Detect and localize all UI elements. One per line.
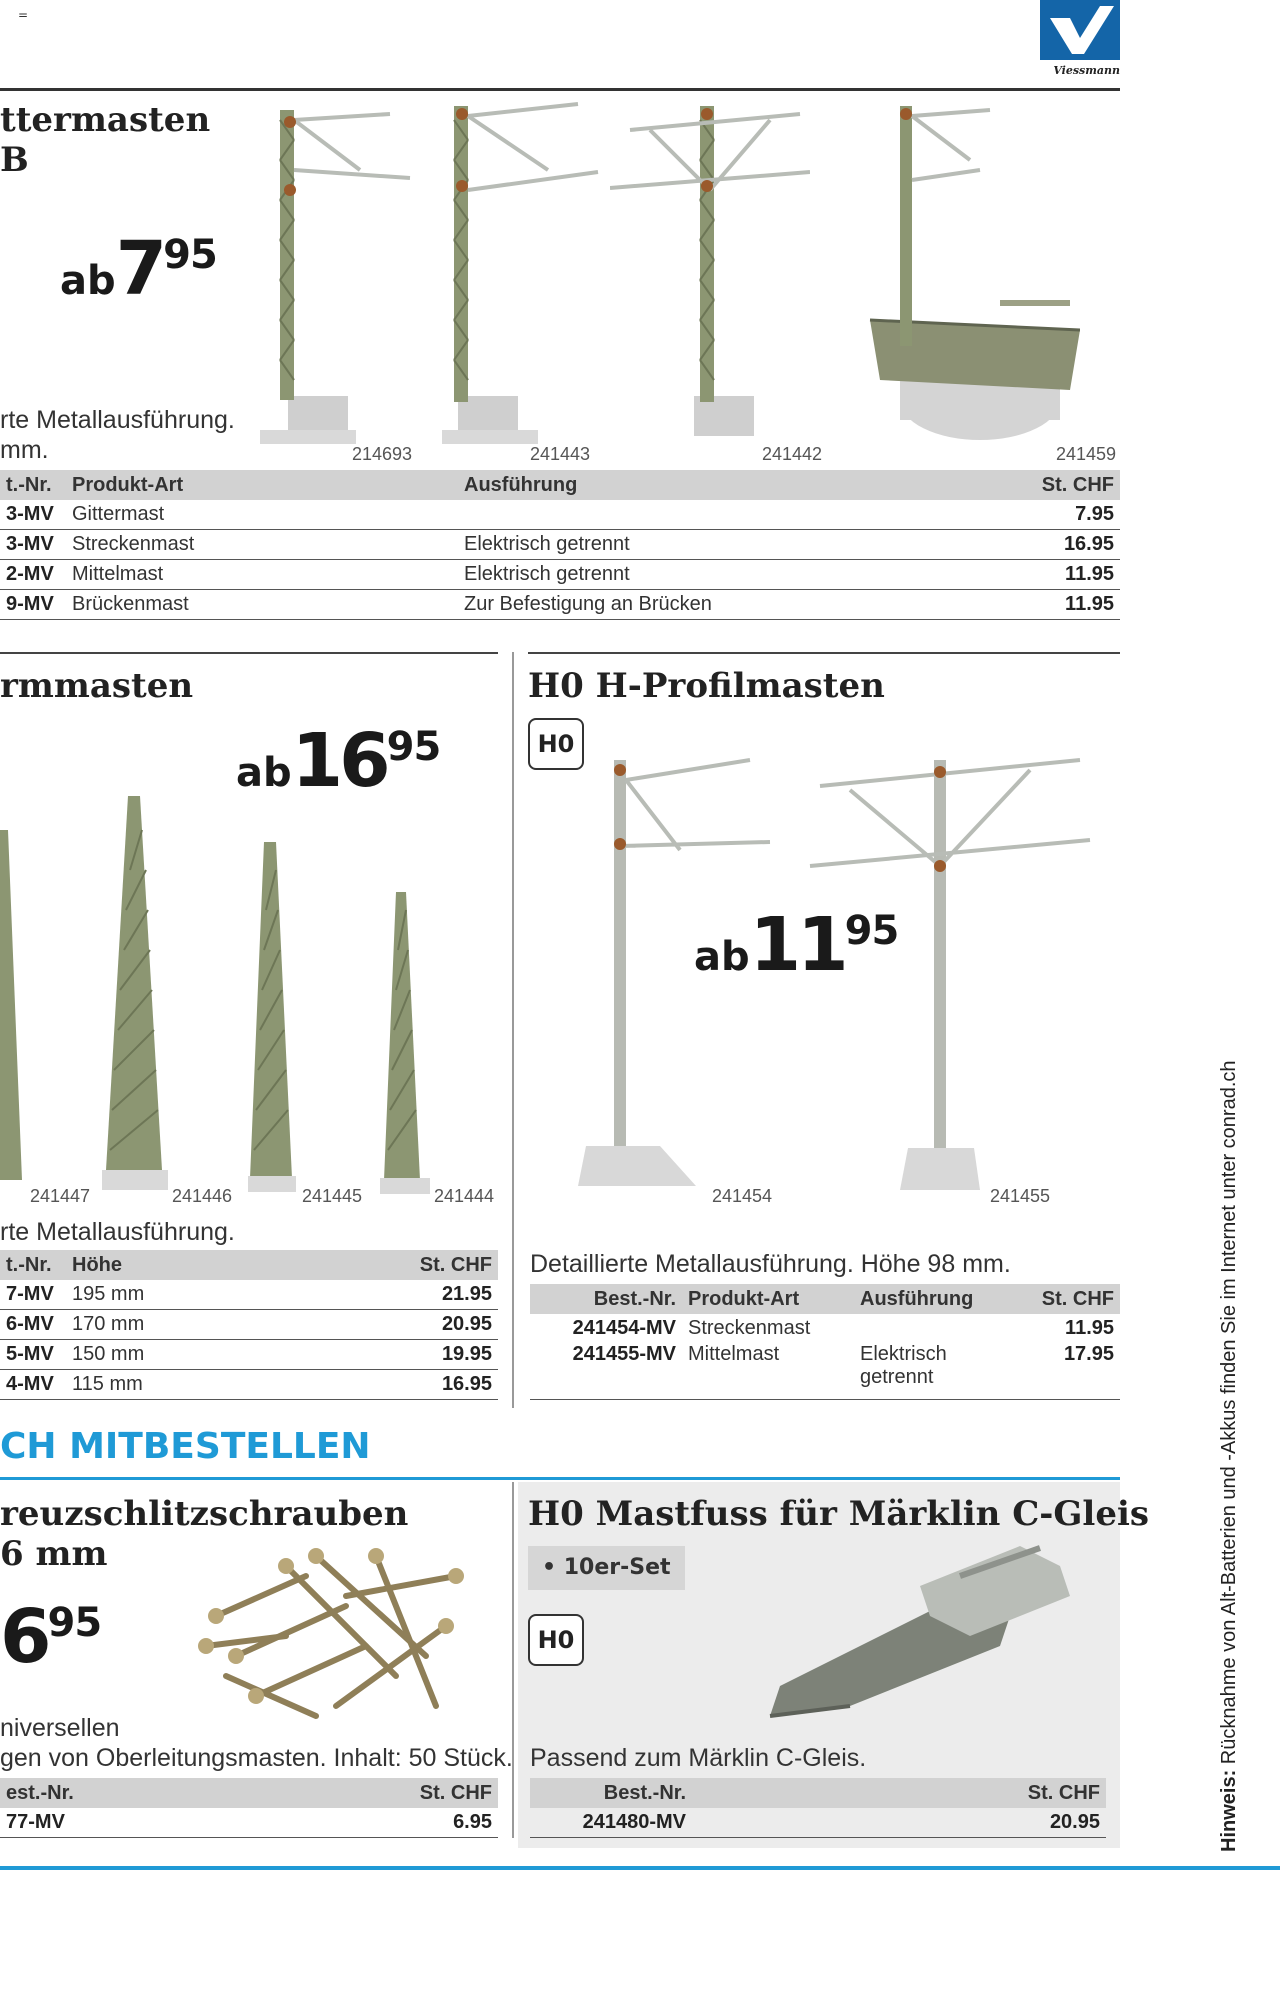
table-row — [530, 1808, 1106, 1838]
table-header-row — [530, 1284, 1120, 1314]
set-tag: • 10er-Set — [528, 1546, 685, 1590]
image-artno-241445: 241445 — [302, 1186, 363, 1206]
section-head-rule — [0, 1477, 1120, 1480]
mittelmast-image-icon — [610, 100, 810, 452]
cell-artno: 2-MV — [0, 560, 66, 590]
cell-type: Brückenmast — [66, 590, 458, 620]
table-header-row — [0, 1778, 498, 1808]
table-row — [0, 1280, 498, 1310]
product-image-turmmasten — [0, 790, 500, 1210]
table-row — [0, 590, 1120, 620]
brand-name: Viessmann — [1053, 64, 1120, 77]
col-price: St. CHF — [692, 1778, 1106, 1808]
col-height: Höhe — [66, 1250, 282, 1280]
cell-artno: 4-MV — [0, 1370, 66, 1400]
image-artno-241454: 241454 — [712, 1186, 773, 1206]
table-row — [530, 1343, 1120, 1400]
cell-artno: 241480-MV — [530, 1808, 692, 1838]
section1-desc-line2: mm. — [0, 436, 49, 464]
section1-desc-line1: rte Metallausführung. — [0, 406, 235, 434]
product-image-brueckenmast — [860, 100, 1080, 452]
side-note-label: Hinweis: — [1218, 1769, 1240, 1852]
cell-price: 11.95 — [958, 560, 1120, 590]
cell-price: 11.95 — [1065, 1317, 1114, 1339]
cell-type: Streckenmast — [688, 1317, 811, 1339]
col-artno: est.-Nr. — [0, 1778, 242, 1808]
col-artno: t.-Nr. — [0, 1250, 66, 1280]
table-row — [0, 1370, 498, 1400]
screws-image-icon — [196, 1536, 476, 1732]
table-row — [0, 500, 1120, 530]
h0-badge-mastfuss: H0 — [528, 1614, 584, 1666]
table-row — [0, 530, 1120, 560]
cell-price: 19.95 — [282, 1340, 498, 1370]
product-image-gittermast — [250, 100, 420, 452]
cell-height: 170 mm — [66, 1310, 282, 1340]
cell-artno: 3-MV — [0, 530, 66, 560]
col-artno: t.-Nr. — [0, 470, 66, 500]
col-variant: Ausführung — [458, 470, 958, 500]
col-artno: Best.-Nr. — [530, 1778, 692, 1808]
col-type: Produkt-Art — [682, 1284, 854, 1314]
col-price: St. CHF — [282, 1250, 498, 1280]
header-rule — [0, 88, 1120, 91]
col-price: St. CHF — [958, 470, 1120, 500]
side-note — [1218, 1060, 1241, 1852]
cell-height: 115 mm — [66, 1370, 282, 1400]
cell-variant: Zur Befestigung an Brücken — [458, 590, 958, 620]
table-header-row — [0, 1250, 498, 1280]
gittermast-image-icon — [250, 100, 420, 452]
cell-artno: 77-MV — [0, 1808, 242, 1838]
section3-desc: Detaillierte Metallausführung. Höhe 98 mm. — [530, 1250, 1011, 1278]
cell-variant: Elektrisch getrennt — [854, 1343, 996, 1400]
corner-mark: = — [18, 8, 29, 22]
bottom-accent-rule — [0, 1866, 1280, 1870]
cell-variant: Elektrisch getrennt — [458, 560, 958, 590]
cell-artno: 5-MV — [0, 1340, 66, 1370]
section5-desc: Passend zum Märklin C-Gleis. — [530, 1744, 867, 1772]
section2-table — [0, 1250, 498, 1400]
price-prefix: ab — [236, 750, 292, 796]
section4-desc-line1: niversellen — [0, 1714, 120, 1742]
cell-price: 20.95 — [282, 1310, 498, 1340]
price-prefix: ab — [60, 258, 116, 304]
table-header-row — [530, 1778, 1106, 1808]
section3-table — [530, 1284, 1120, 1400]
image-artno-241455: 241455 — [990, 1186, 1051, 1206]
product-image-screws — [196, 1536, 476, 1732]
cell-price: 11.95 — [958, 590, 1120, 620]
image-artno-2: 241443 — [530, 444, 591, 464]
h0-badge: H0 — [528, 718, 584, 770]
col-type: Produkt-Art — [66, 470, 458, 500]
cell-price: 16.95 — [958, 530, 1120, 560]
cell-height: 150 mm — [66, 1340, 282, 1370]
turmmasten-image-icon — [0, 790, 500, 1210]
table-row — [0, 1310, 498, 1340]
cell-artno: 6-MV — [0, 1310, 66, 1340]
section1-table — [0, 470, 1120, 620]
side-note-text: Rücknahme von Alt-Batterien und -Akkus finden Sie im Internet unter conrad.ch — [1218, 1060, 1240, 1770]
price-cents: 95 — [47, 1600, 102, 1646]
cell-price: 16.95 — [282, 1370, 498, 1400]
table-row — [0, 1340, 498, 1370]
product-image-mittelmast — [610, 100, 810, 452]
product-image-mastfuss — [760, 1536, 1090, 1736]
product-image-streckenmast — [428, 100, 608, 452]
cell-artno: 241454-MV — [572, 1317, 676, 1339]
section3-title: H0 H-Profilmasten — [528, 666, 885, 706]
cell-variant: Elektrisch getrennt — [458, 530, 958, 560]
price-whole: 11 — [749, 902, 845, 988]
price-cents: 95 — [844, 908, 899, 954]
cell-artno: 9-MV — [0, 590, 66, 620]
price-whole: 7 — [115, 226, 164, 312]
section-head-mitbestellen: CH MITBESTELLEN — [0, 1426, 371, 1467]
table-row — [530, 1314, 1120, 1343]
column-divider-lower — [512, 1482, 514, 1838]
streckenmast-image-icon — [428, 100, 608, 452]
section4-title-line1: reuzschlitzschrauben — [0, 1494, 409, 1534]
image-artno-241446: 241446 — [172, 1186, 233, 1206]
cell-height: 195 mm — [66, 1280, 282, 1310]
col-artno: Best.-Nr. — [530, 1284, 682, 1314]
section1-title-line2: B — [0, 140, 29, 180]
table-header-row — [0, 470, 1120, 500]
price-whole: 6 — [0, 1594, 48, 1680]
section1-title-line1: ttermasten — [0, 100, 211, 140]
price-prefix: ab — [694, 934, 750, 980]
cell-price: 20.95 — [692, 1808, 1106, 1838]
cell-artno: 3-MV — [0, 500, 66, 530]
col-price: St. CHF — [242, 1778, 498, 1808]
cell-type: Streckenmast — [66, 530, 458, 560]
section2-desc: rte Metallausführung. — [0, 1218, 235, 1246]
cell-type: Mittelmast — [66, 560, 458, 590]
section4-desc-line2: gen von Oberleitungsmasten. Inhalt: 50 Stück. — [0, 1744, 513, 1772]
price-cents: 95 — [163, 232, 217, 278]
column-divider — [512, 652, 514, 1408]
cell-price: 21.95 — [282, 1280, 498, 1310]
col-price: St. CHF — [996, 1284, 1120, 1314]
table-row — [0, 560, 1120, 590]
section2-top-rule — [0, 652, 498, 654]
section2-title: rmmasten — [0, 666, 194, 706]
section4-table — [0, 1778, 498, 1838]
mastfuss-image-icon — [760, 1536, 1090, 1736]
image-artno-241447: 241447 — [30, 1186, 91, 1206]
section3-top-rule — [528, 652, 1120, 654]
image-artno-1: 214693 — [352, 444, 413, 464]
cell-price: 7.95 — [958, 500, 1120, 530]
cell-variant — [458, 500, 958, 530]
cell-price: 17.95 — [996, 1343, 1120, 1400]
section1-price — [60, 226, 217, 312]
section5-title: H0 Mastfuss für Märklin C-Gleis — [528, 1494, 1150, 1534]
price-cents: 95 — [386, 724, 441, 770]
section4-title-line2: 6 mm — [0, 1534, 108, 1574]
cell-artno: 7-MV — [0, 1280, 66, 1310]
table-row — [0, 1808, 498, 1838]
section4-price — [0, 1594, 101, 1680]
section5-table — [530, 1778, 1106, 1838]
section3-price — [694, 902, 898, 988]
brand-logo — [1040, 0, 1120, 82]
price-whole: 16 — [291, 718, 387, 804]
col-variant: Ausführung — [854, 1284, 996, 1314]
image-artno-241444: 241444 — [434, 1186, 495, 1206]
cell-price: 6.95 — [242, 1808, 498, 1838]
image-artno-3: 241442 — [762, 444, 823, 464]
cell-artno: 241455-MV — [530, 1343, 682, 1400]
cell-type: Gittermast — [66, 500, 458, 530]
image-artno-4: 241459 — [1056, 444, 1117, 464]
cell-variant — [854, 1314, 996, 1343]
cell-type: Mittelmast — [682, 1343, 854, 1400]
brueckenmast-image-icon — [860, 100, 1080, 452]
